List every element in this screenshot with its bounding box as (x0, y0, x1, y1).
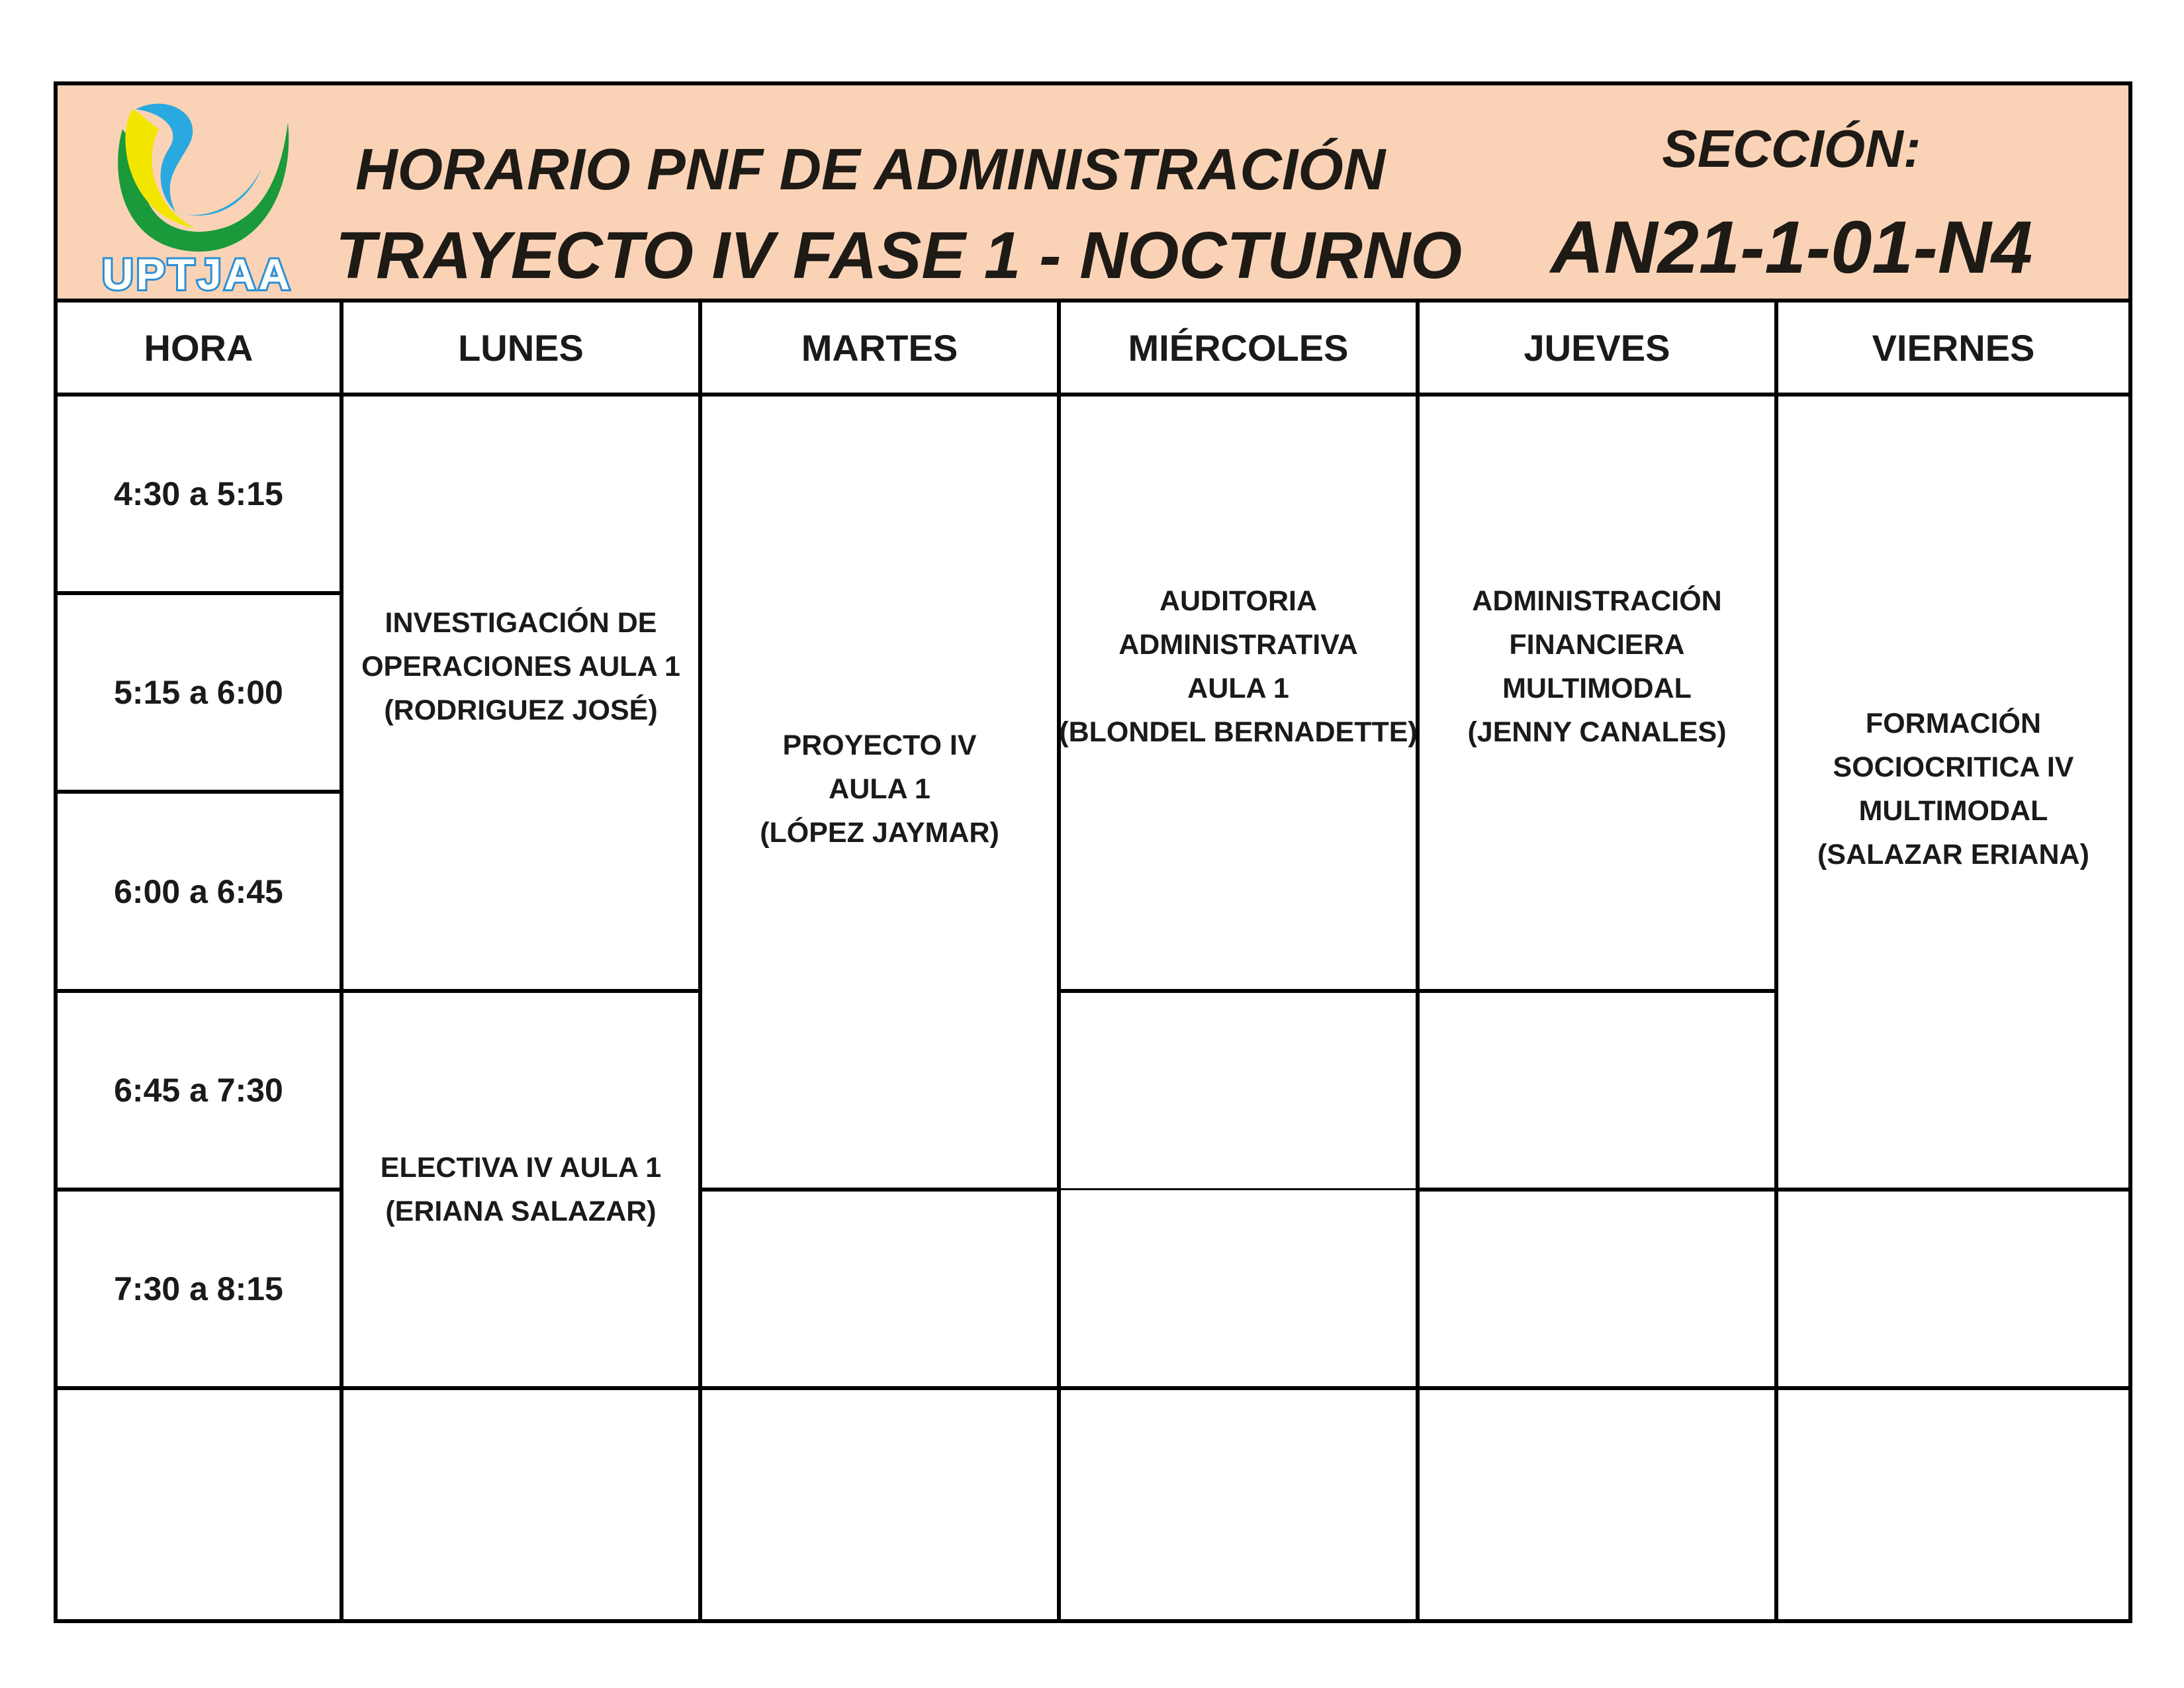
class-block-lunes-electiva (343, 993, 698, 1386)
column-header-miercoles: MIÉRCOLES (1128, 326, 1349, 369)
class-line: (RODRIGUEZ JOSÉ) (384, 694, 658, 726)
grid-line (1416, 1188, 1778, 1192)
hour-cell: 7:30 a 8:15 (114, 1270, 283, 1307)
column-header-lunes: LUNES (458, 326, 584, 369)
grid-line (340, 1386, 702, 1390)
class-block-jueves-financiera (1420, 397, 1774, 989)
grid-line (1416, 989, 1778, 993)
column-header-viernes: VIERNES (1872, 326, 2035, 369)
grid-line (1416, 1386, 1778, 1390)
section-label: SECCIÓN: (1662, 119, 1921, 178)
grid-line (698, 1188, 1061, 1192)
grid-line (1774, 1188, 2128, 1192)
class-line: SOCIOCRITICA IV (1833, 751, 2074, 783)
hour-cell: 6:45 a 7:30 (114, 1072, 283, 1109)
class-line: (LÓPEZ JAYMAR) (760, 816, 999, 849)
class-line: ADMINISTRATIVA (1118, 628, 1358, 661)
schedule-header (58, 85, 2128, 303)
hour-cell: 5:15 a 6:00 (114, 674, 283, 711)
class-line: ELECTIVA IV AULA 1 (380, 1152, 662, 1184)
class-line: (ERIANA SALAZAR) (385, 1196, 657, 1227)
class-line: (BLONDEL BERNADETTE) (1059, 716, 1418, 748)
class-line: OPERACIONES AULA 1 (361, 650, 680, 682)
hour-cell: 4:30 a 5:15 (114, 475, 283, 512)
grid-line (1057, 1188, 1420, 1190)
class-block-lunes-investigacion (343, 397, 698, 989)
class-block-martes-proyecto (702, 397, 1057, 1188)
class-line: FINANCIERA (1509, 628, 1685, 661)
class-line: ADMINISTRACIÓN (1472, 585, 1722, 617)
schedule-sheet (54, 81, 2132, 1623)
grid-line (1057, 989, 1420, 993)
class-line: AUDITORIA (1159, 585, 1318, 617)
class-line: MULTIMODAL (1858, 794, 2048, 827)
column-header-martes: MARTES (801, 326, 958, 369)
column-header-hora: HORA (144, 326, 253, 369)
grid-line (1774, 1386, 2128, 1390)
uptjaa-logo-icon (96, 96, 298, 295)
class-line: (SALAZAR ERIANA) (1817, 838, 2089, 870)
class-line: PROYECTO IV (782, 729, 977, 761)
class-line: INVESTIGACIÓN DE (385, 606, 657, 639)
class-line: FORMACIÓN (1865, 707, 2042, 739)
hour-cell (58, 1390, 340, 1620)
column-header-jueves: JUEVES (1524, 326, 1670, 369)
class-block-miercoles-auditoria (1061, 397, 1416, 989)
schedule-title: HORARIO PNF DE ADMINISTRACIÓN (355, 136, 1386, 202)
class-line: MULTIMODAL (1502, 672, 1692, 704)
class-block-viernes-formacion (1778, 397, 2128, 1188)
logo-text: UPTJAA (101, 250, 293, 295)
grid-line (698, 1386, 1061, 1390)
class-line: AULA 1 (1187, 672, 1289, 704)
schedule-subtitle: TRAYECTO IV FASE 1 - NOCTURNO (336, 218, 1463, 293)
class-line: (JENNY CANALES) (1467, 716, 1727, 748)
hour-cell: 6:00 a 6:45 (114, 872, 283, 910)
grid-line (1057, 1386, 1420, 1390)
section-code: AN21-1-01-N4 (1550, 206, 2033, 289)
class-line: AULA 1 (829, 773, 931, 805)
